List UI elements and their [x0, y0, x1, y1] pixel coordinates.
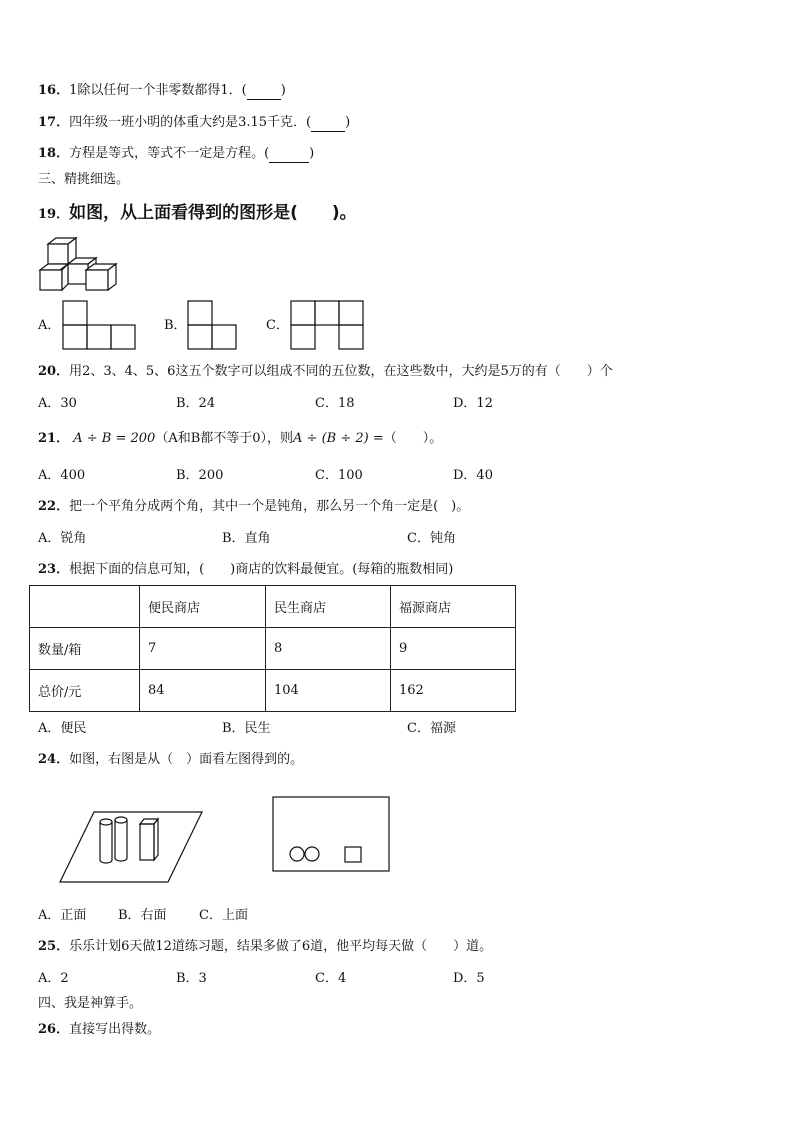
- q25-option-d[interactable]: D．5: [453, 971, 485, 986]
- question-22: 22．把一个平角分成两个角，其中一个是钝角，那么另一个角一定是( )。: [38, 499, 470, 514]
- q20-option-b[interactable]: B．24: [176, 396, 216, 411]
- equation: A ÷ B = 200: [73, 431, 156, 446]
- table-cell: 福源商店: [391, 586, 516, 628]
- q21-option-c[interactable]: C．100: [315, 468, 363, 483]
- question-16: 16．1除以任何一个非零数都得1．( ): [38, 83, 286, 98]
- question-24: 24．如图，右图是从（ ）面看左图得到的。: [38, 752, 304, 767]
- question-19: 19．如图，从上面看得到的图形是( )。: [38, 203, 357, 223]
- q22-option-c[interactable]: C．钝角: [407, 531, 456, 546]
- q23-option-a[interactable]: A．便民: [38, 721, 87, 736]
- q20-option-d[interactable]: D．12: [453, 396, 493, 411]
- table-cell: 104: [266, 670, 391, 712]
- q19-option-a-figure[interactable]: [62, 300, 138, 350]
- question-17: 17．四年级一班小明的体重大约是3.15千克．( ): [38, 115, 351, 130]
- question-23: 23．根据下面的信息可知，( )商店的饮料最便宜。(每箱的瓶数相同): [38, 562, 454, 577]
- question-25: 25．乐乐计划6天做12道练习题，结果多做了6道，他平均每天做（ ）道。: [38, 939, 493, 954]
- q19-option-b-figure[interactable]: [187, 300, 239, 350]
- q25-option-c[interactable]: C．4: [315, 971, 347, 986]
- q19-option-c-label[interactable]: C．: [266, 318, 289, 333]
- q24-option-c[interactable]: C．上面: [199, 908, 248, 923]
- answer-blank[interactable]: [269, 146, 309, 163]
- answer-blank[interactable]: [311, 115, 345, 132]
- table-cell: 便民商店: [140, 586, 266, 628]
- price-table: [29, 585, 516, 712]
- table-cell: 162: [391, 670, 516, 712]
- q23-option-c[interactable]: C．福源: [407, 721, 456, 736]
- q20-option-c[interactable]: C．18: [315, 396, 355, 411]
- q19-option-b-label[interactable]: B．: [164, 318, 187, 333]
- q25-option-a[interactable]: A．2: [38, 971, 69, 986]
- cube-stack-figure: [38, 236, 128, 292]
- view-box-figure: [272, 796, 392, 874]
- table-cell: 数量/箱: [30, 628, 140, 670]
- answer-blank[interactable]: [247, 83, 281, 100]
- q24-option-b[interactable]: B．右面: [118, 908, 167, 923]
- table-cell: 8: [266, 628, 391, 670]
- q21-option-a[interactable]: A．400: [38, 468, 86, 483]
- q22-option-b[interactable]: B．直角: [222, 531, 271, 546]
- table-cell: 民生商店: [266, 586, 391, 628]
- table-cell: [30, 586, 140, 628]
- question-18: 18．方程是等式，等式不一定是方程。( ): [38, 146, 315, 161]
- table-cell: 84: [140, 670, 266, 712]
- table-row: [30, 628, 516, 670]
- table-cell: 总价/元: [30, 670, 140, 712]
- q19-option-a-label[interactable]: A．: [38, 318, 61, 333]
- table-header-row: [30, 586, 516, 628]
- cylinders-prism-figure: [58, 810, 204, 884]
- q21-option-b[interactable]: B．200: [176, 468, 224, 483]
- question-26: 26．直接写出得数。: [38, 1022, 161, 1037]
- section-3-heading: 三、精挑细选。: [38, 172, 130, 187]
- q23-option-b[interactable]: B．民生: [222, 721, 271, 736]
- expression: A ÷ (B ÷ 2) =: [293, 431, 384, 446]
- question-20: 20．用2、3、4、5、6这五个数字可以组成不同的五位数，在这些数中，大约是5万的有（ ）个: [38, 364, 613, 379]
- section-4-heading: 四、我是神算手。: [38, 996, 143, 1011]
- q20-option-a[interactable]: A．30: [38, 396, 77, 411]
- q21-option-d[interactable]: D．40: [453, 468, 493, 483]
- q22-option-a[interactable]: A．锐角: [38, 531, 87, 546]
- q19-option-c-figure[interactable]: [290, 300, 366, 350]
- question-21: 21． A ÷ B = 200（A和B都不等于0），则A ÷ (B ÷ 2) =（ ）。: [38, 431, 443, 446]
- q25-option-b[interactable]: B．3: [176, 971, 207, 986]
- q24-option-a[interactable]: A．正面: [38, 908, 87, 923]
- table-cell: 7: [140, 628, 266, 670]
- table-row: [30, 670, 516, 712]
- table-cell: 9: [391, 628, 516, 670]
